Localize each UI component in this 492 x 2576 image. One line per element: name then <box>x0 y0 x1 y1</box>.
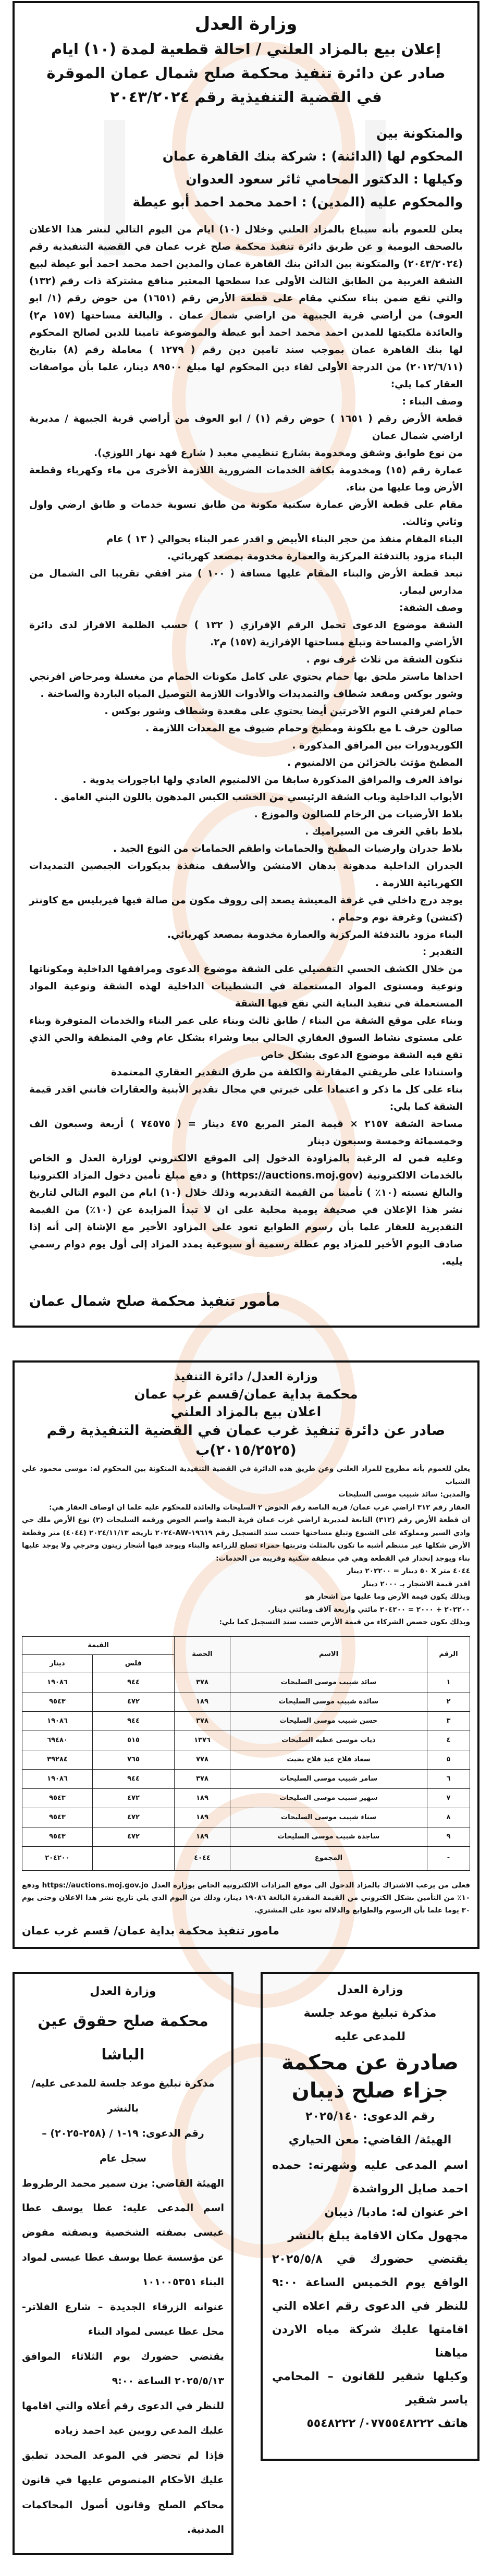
body-paragraph: البناء مزود بالتدفئة المركزية والعمارة مخدومة بمصعد كهربائي. <box>167 929 463 940</box>
notice-title: اعلان بيع بالمزاد العلني <box>170 1404 322 1419</box>
cell-share: ٧٧٨ <box>175 1750 230 1769</box>
body-paragraph: العقار رقم ٣١٢ اراضي غرب عمان/ قرية الباصة رقم الحوض ٢ السليحات والعائدة للمحكوم عليه علما ان اوصاف العقار هي: <box>49 1503 470 1512</box>
body-paragraph: بلاط باقي الغرف من السيراميك . <box>305 826 463 837</box>
cell-number: ٣ <box>427 1711 470 1731</box>
cell-share: ١٨٩ <box>175 1827 230 1846</box>
cell-fils: ٤٧٢ <box>93 1788 175 1808</box>
notice-body <box>272 2154 468 2435</box>
body-paragraph: حمام لغرفتي النوم الآخرتين أيضا يحتوي على مقعدة وشطاف وشور بوكس . <box>104 706 463 717</box>
court-heading: محكمة صلح حقوق عين الباشا <box>38 2011 208 2063</box>
ministry-heading: وزارة العدل <box>337 1983 403 1996</box>
cell-number: ٥ <box>427 1750 470 1769</box>
cell-name: حسن شبيب موسى السليحات <box>230 1711 427 1731</box>
body-paragraph: يقتضي حضورك في ٢٠٢٥/٥/٨ الواقع يوم الخميس الساعة ٩:٠٠ للنظر في الدعوى رقم اعلاه التي اقامتها عليك شركة مياه الاردن مياهنا <box>272 2252 468 2360</box>
cell-dinar: ١٩٠٨٦ <box>22 1711 93 1731</box>
cell-number: ٢ <box>427 1692 470 1711</box>
table-row <box>22 1788 470 1808</box>
body-paragraph: مقام على قطعة الأرض عمارة سكنية مكونة من طابق تسوية خدمات و طابق ارضي واول وثاني وثالث. <box>29 499 463 528</box>
parties <box>29 122 463 214</box>
notice-body <box>22 1463 470 1629</box>
cell-dinar: ٩٥٤٣ <box>22 1808 93 1827</box>
body-paragraph: وبذلك يكون قيمة الأرض وما عليها من اشجار هو <box>305 1592 470 1601</box>
table-row <box>22 1711 470 1731</box>
body-paragraph: من خلال الكشف الحسي التفصيلي على الشقة موضوع الدعوى ومرافقها الداخلية ومكوناتها ونوعية ومستوى المواد المستعملة في التشطيبات الداخلية لهذه الشقة ونوعية المواد المستعملة في تنفيذ البناية التي تقع فيها الشقة <box>29 964 463 1009</box>
notice-title: في القضية التنفيذية رقم ٢٠٤٣/٢٠٢٤ <box>110 88 382 106</box>
body-paragraph: تتكون الشقة من ثلاث غرف نوم . <box>306 654 463 665</box>
issuer-line: صادرة عن محكمة <box>281 2050 459 2075</box>
signature: مامور تنفيذ محكمة بداية عمان/ قسم غرب عمان <box>22 1924 279 1937</box>
party-line: والمتكونة بين <box>376 126 463 141</box>
cell-name: ذياب موسى عطيه السليحات <box>230 1731 427 1750</box>
cell-number: ٦ <box>427 1769 470 1788</box>
cell-dinar: ١٩٠٨٦ <box>22 1769 93 1788</box>
body-paragraph: بلاط جدران وارضيات المطبخ والحمامات واطقم الحمامات من النوع الجيد . <box>113 843 463 854</box>
notice-title: صادر عن دائرة تنفيذ محكمة صلح شمال عمان الموقرة <box>46 64 446 82</box>
cell-fils: ٩٤٤ <box>93 1673 175 1692</box>
table-row <box>22 1731 470 1750</box>
body-paragraph: اقدر قيمة الاشجار بـ ٢٠٠٠ دينار <box>362 1579 470 1588</box>
cell-fils: ٤٧٢ <box>93 1808 175 1827</box>
body-paragraph: فإذا لم تحضر في الموعد المحدد تطبق عليك الأحكام المنصوص عليها في قانون محاكم الصلح وقانون أصول المحاكمات المدنية. <box>22 2449 224 2535</box>
auction-notice-west-amman <box>13 1360 479 1949</box>
memo-heading: مذكرة تبليغ موعد جلسة للمدعى عليه/ <box>31 2077 215 2089</box>
body-paragraph: اسم المدعى عليه وشهرته: حمده احمد صايل الرواشدة <box>272 2158 468 2195</box>
body-paragraph: وصف الشقة: <box>399 603 463 614</box>
body-paragraph: عنوانه الزرقاء الجديدة – شارع الفلاتر- محل عطا عيسى لمواد البناء <box>22 2301 224 2337</box>
cell-dinar: ٢٠٤٢٠٠ <box>22 1846 93 1870</box>
body-paragraph: من نوع طوابق وشقق ومخدومة بشارع تنظيمي معبد ( شارع فهد نهار اللوزي). <box>94 448 463 459</box>
closing-paragraph: فعلى من يرغب الاشتراك بالمزاد الدخول الى موقع المزادات الالكترونية الخاص بوزارة العدل https://auctions.moj.gov.jo ودفع ١٠٪ من التأمين بشكل الكتروني من القيمة المقدرة البالغة ١٩٠٨٦ دينار، وذلك من اليوم الذي يلي تاريخ نشر هذا الاعلان وحتى يوم ٣٠ يوما علما بأن الرسوم والطوابع والدلالة تعود على المشتري. <box>22 1881 470 1915</box>
body-paragraph: واستنادا على طريقتي المقارنة والكلفة من طرق التقدير العقاري المعتمدة <box>111 1067 463 1078</box>
cell-name: سعاد فلاح عبد فلاح بخيت <box>230 1750 427 1769</box>
body-paragraph: والمدين: سائد شبيب موسى السليحات <box>338 1490 470 1499</box>
body-paragraph: هاتف ٠٧٧٥٥٤٨٢٢٢/ ٥٥٤٨٢٢٢ <box>306 2416 468 2430</box>
cell-fils <box>93 1846 175 1870</box>
col-share: الحصة <box>175 1636 230 1673</box>
auction-notice-north-amman <box>13 1 479 1328</box>
table-row <box>22 1750 470 1769</box>
body-paragraph: عمارة رقم (١٥) ومخدومة بكافة الخدمات الضرورية اللازمة الأخرى من ماء وكهرباء وقطعة الأرض وما عليها من بناء. <box>29 465 463 493</box>
table-row <box>22 1692 470 1711</box>
body-paragraph: اخر عنوان له: مادبا/ ذيبان <box>324 2205 468 2219</box>
cell-fils: ٤٧٢ <box>93 1692 175 1711</box>
col-dinar: دينار <box>22 1654 93 1673</box>
cell-dinar: ٩٥٤٣ <box>22 1788 93 1808</box>
table-row <box>22 1827 470 1846</box>
body-paragraph: التقدير : <box>422 947 463 958</box>
cell-number: ٨ <box>427 1808 470 1827</box>
table-row <box>22 1673 470 1692</box>
register: سجل عام <box>100 2152 146 2164</box>
table-total-row <box>22 1846 470 1870</box>
body-paragraph: صالون حرف L مع بلكونة ومطبخ وحمام ضيوف مع المعدات اللازمة . <box>145 723 463 734</box>
party-line: وكيلها : الدكتور المحامي ثائر سعود العدوان <box>186 171 463 187</box>
body-paragraph: قطعة الأرض رقم ( ١٦٥١ ) حوض رقم (١) / ابو العوف من أراضي قرية الجبيهة / مديرية اراضي شمال عمان <box>29 413 463 441</box>
cell-dinar: ٣٩٢٨٤ <box>22 1750 93 1769</box>
body-paragraph: بناء على كل ما ذكر و اعتمادا على خبرتي في مجال تقدير الأبنية والعقارات فانني اقدر قيمة الشقة كما يلي: <box>29 1084 463 1112</box>
ministry-heading: وزارة العدل/ دائرة التنفيذ <box>174 1370 318 1383</box>
body-paragraph: بلاط الأرضيات من الرخام للصالون والموزع . <box>254 809 463 820</box>
memo-heading: مذكرة تبليغ موعد جلسة <box>303 2006 437 2020</box>
body-paragraph: يعلن للعموم بأنه سيباع بالمزاد العلني وخلال (١٠) ايام من اليوم التالي لنشر هذا الاعلان بالصحف اليومية و عن طريق دائرة تنفيذ محكمة صلح غرب عمان في القضية التنفيذية رقم (٢٠٤٣/٢٠٢٤) والمتكونة بين الدائن بنك القاهرة عمان والمدين احمد محمد احمد أبو عيطة لبيع الشقة الغربية من الطابق الثالث الأولى عدا سطحها المعتبر منافع مشتركة ذات رقم (١٣٢) والتي تقع ضمن بناء سكني مقام على قطعة الأرض رقم (١٦٥١) من حوض رقم (١/ ابو العوف) من أراضي قرية الجبيهة من اراضي شمال عمان . والبالغة مساحتها (١٥٧ م٢) والعائدة ملكيتها للمدين احمد محمد احمد أبو عيطة والموضوعة تامينا للدين لصالح المحكوم لها بنك القاهرة عمان بموجب سند تامين دين رقم ( ١٢٧٩ ) معاملة رقم (٨) بتاريخ (٢٠١٢/٦/١١) من الدرجة الأولى لقاء دين المحكوم لها مبلغ ٨٩٥٠٠ دينار، علما بأن مواصفات العقار كما يلي: <box>29 224 463 390</box>
body-paragraph: وصف البناء : <box>402 396 463 407</box>
memo-recipient: للمدعى عليه <box>335 2030 405 2043</box>
judge: الهيئة/ القاضي: معن الحياري <box>288 2133 452 2146</box>
cell-number: ٤ <box>427 1731 470 1750</box>
case-number: رقم الدعوى: ١٩-١ / (٢٥٨-٢٠٢٥) – <box>42 2127 204 2139</box>
body-paragraph: الشقة موضوع الدعوى تحمل الرقم الإفرازي ( ١٣٢ ) حسب الظلمة الافراز لدى دائرة الأراضي والمساحة وتبلغ مساحتها الإفرازية (١٥٧) م٢. <box>29 620 463 648</box>
table-row <box>22 1769 470 1788</box>
body-paragraph: نوافذ الغرف والمرافق المذكورة سابقا من الالمنيوم العادي ولها اباجورات يدوية . <box>82 775 463 786</box>
body-paragraph: وكيلها شقير للقانون – المحامي ياسر شقير <box>272 2370 468 2407</box>
cell-dinar: ٩٥٤٣ <box>22 1692 93 1711</box>
body-paragraph: يوجد درج داخلي في غرفة المعيشة يصعد إلى رووف مكون من صالة فيها فيربليس مع كاونتر (كتشن) وغرفة نوم وحمام . <box>29 895 463 923</box>
bottom-notices-row <box>13 1972 479 2555</box>
body-paragraph: الكوريدورات بين المرافق المذكورة . <box>292 740 463 751</box>
body-paragraph: تبعد قطعة الأرض والبناء المقام عليها مسافة ( ١٠٠ ) متر افقي تقريبا الى الشمال من مدارس ليمار. <box>29 568 463 596</box>
party-line: والمحكوم عليه (المدين) : احمد محمد احمد أبو عيطة <box>132 194 463 210</box>
cell-name: سناء شبيب موسى السليحات <box>230 1808 427 1827</box>
cell-dinar: ٩٥٤٣ <box>22 1827 93 1846</box>
body-paragraph: ٢٠٢٢٠٠ + ٢٠٠٠ = ٢٠٤٢٠٠ مائتي واربعة آلاف ومائتي دينار. <box>267 1605 470 1614</box>
case-number: رقم الدعوى: ٢٠٢٥/١٤٠ <box>305 2109 435 2123</box>
notice-body <box>22 2196 224 2543</box>
cell-share: ١٨٩ <box>175 1808 230 1827</box>
notice-subtitle: صادر عن دائرة تنفيذ غرب عمان في القضية التنفيذية رقم (٢٠١٥/٢٥٢٥)ب <box>46 1422 446 1458</box>
col-fils: فلس <box>93 1654 175 1673</box>
body-paragraph: مساحة الشقة ٢١٥٧ × قيمة المتر المربع ٤٧٥ دينار = ( ٧٤٥٧٥ ) أربعة وسبعون الف وخمسمائة وخمسة وسبعون دينار <box>29 1119 463 1147</box>
cell-share: ١٨٩ <box>175 1692 230 1711</box>
ministry-heading: وزارة العدل <box>90 1984 156 1998</box>
summons-notice-dhiban <box>261 1972 479 2461</box>
cell-number: - <box>427 1846 470 1870</box>
cell-fils: ٥١٥ <box>93 1731 175 1750</box>
body-paragraph: الجدران الداخلية مدهونة بدهان الامنشن والأسقف منفذة بديكورات الجبصين التمديدات الكهربائية اللازمة . <box>29 861 463 889</box>
cell-name: سائد شبيب موسى السليحات <box>230 1673 427 1692</box>
cell-number: ٩ <box>427 1827 470 1846</box>
col-name: الاسم <box>230 1636 427 1673</box>
body-paragraph: وبناء على موقع الشقة من البناء / طابق ثالث وبناء على عمر البناء والخدمات المتوفرة وبناء على مستوى نشاط السوق العقاري الحالي بيعا وشراء بشكل عام وفي المنطقة والحي الذي تقع فيه الشقة موضوع الدعوى بشكل خاص <box>29 1015 463 1061</box>
cell-fils: ٩٤٤ <box>93 1769 175 1788</box>
court-heading: محكمة بداية عمان/قسم غرب عمان <box>134 1387 358 1402</box>
body-paragraph: المطبخ مؤثث بالخزائن من الالمنيوم . <box>287 757 463 768</box>
signature: مأمور تنفيذ محكمة صلح شمال عمان <box>29 1293 280 1309</box>
cell-share: ٣٧٨ <box>175 1673 230 1692</box>
body-paragraph: للنظر في الدعوى رقم أعلاه والتي اقامها عليك المدعي روبين عيد احمد زياده <box>22 2400 224 2436</box>
body-paragraph: وعليه فمن له الرغبة بالمزاودة الدخول إلى الموقع الالكتروني لوزارة العدل و الخاص بالخدمات الالكترونية (https://auctions.moj.gov) و دفع مبلغ تأمين دخول المزاد الكترونيا والبالغ نسبته (١٠٪ ) تأمينا من القيمة التقديريه وذلك خلال (١٠) ايام من اليوم التالي لتاريخ نشر هذا الإعلان في صحيفة يومية محلية على ان لا تبدأ المزايدة عن (١٠٪) من القيمة التقديرية للعقار علما بأن رسوم الطوابع تعود على المزاود الأخير مع الإشاة إلى أنه إذا صادف اليوم الأخير للمزاد يوم عطلة رسمية أو سبوعية يمدد المزاد إلى أول يوم دوام رسمي يليه. <box>29 1153 463 1267</box>
cell-fils: ٧٦٥ <box>93 1750 175 1769</box>
cell-name: سهير شبيب موسى السليحات <box>230 1788 427 1808</box>
cell-fils: ٩٤٤ <box>93 1711 175 1731</box>
body-paragraph: اسم المدعى عليه: عطا يوسف عطا عيسى بصفته الشخصية وبصفته مفوض عن مؤسسة عطا يوسف عطا عيسى لمواد البناء ١٠١٠٠٥٣٥١ <box>22 2202 224 2288</box>
col-value: القيمة <box>22 1636 175 1654</box>
cell-share: ٤٠٤٤ <box>175 1846 230 1870</box>
cell-number: ٧ <box>427 1788 470 1808</box>
cell-name: سامر شبيب موسى السليحات <box>230 1769 427 1788</box>
judge: الهيئة القاضي: يزن سمير محمد الرطروط <box>22 2177 224 2189</box>
body-paragraph: ٤٠٤٤ متر X ٥٠ دينار = ٢٠٢٢٠٠ دينار <box>347 1567 470 1575</box>
summons-notice-ain-basha <box>13 1972 233 2555</box>
body-paragraph: البناء مزود بالتدفئة المركزية والعمارة مخدومة بمصعد كهربائي. <box>167 551 463 562</box>
body-paragraph: مجهول مكان الاقامة يبلغ بالنشر <box>288 2229 468 2242</box>
cell-share: ١٣٧٦ <box>175 1731 230 1750</box>
notice-title: إعلان بيع بالمزاد العلني / احالة قطعية لمدة (١٠) ايام <box>51 40 441 58</box>
body-paragraph: وبذلك يكون حصص الشركاء من قيمة الأرض حسب سند التسجيل كما يلي: <box>219 1618 470 1626</box>
body-paragraph: ان قطعة الأرض رقم (٣١٢) التابعة لمديرية اراضي غرب عمان قرية البصة واسم الحوض ورقمه السليحات (٢) نوع الأرض ملك حي وادي السير ومملوكة على الشيوع وتبلغ مساحتها حسب سند التسجيل رقم ١٩٦١٩-AW-٢٠٢٤ تاريخه ٢٠٢٤/١١/١٣ (٤٠٤٤) متر وقطعة الأرض شكلها غير منتظم أشبه ما تكون بالمثلث وتربتها حمراء تصلح للزراعة والبناء ويوجد فيها أشجار زيتون وحرجي ولا يوجد عليها بناء ويوجد إنحدار في القطعة وهي في منطقة سكنية وقريبة من الخدمات: <box>22 1516 471 1563</box>
cell-number: ١ <box>427 1673 470 1692</box>
col-number: الرقم <box>427 1636 470 1673</box>
body-paragraph: يعلن للعموم بأنه مطروح للمزاد العلني وعن طريق هذه الدائرة في القضية التنفيذية المتكونة بين المحكوم له: موسى محمود علي الشياب <box>22 1465 470 1486</box>
body-paragraph: البناء المقام منفذ من حجر البناء الأبيض و اقدر عمر البناء بحوالي ( ١٣ ) عام <box>106 534 463 545</box>
table-row <box>22 1808 470 1827</box>
body-paragraph: الأبواب الداخلية وباب الشقة الرئيسي من الخشب الكبس المدهون باللون البني الغامق . <box>54 792 463 803</box>
cell-name: سائدة شبيب موسى السليحات <box>230 1692 427 1711</box>
cell-fils: ٤٧٢ <box>93 1827 175 1846</box>
body-paragraph: احداها ماستر ملحق بها حمام يحتوي على كامل مكونات الحمام من مغسلة ومرحاض افرنجي وشور بوكس ومقعد شطاف والتمديدات والأدوات اللازمة التوصيل المياه الباردة والساخنة . <box>29 671 463 700</box>
shares-table <box>22 1636 470 1871</box>
party-line: المحكوم لها (الدائنة) : شركة بنك القاهرة عمان <box>162 149 463 164</box>
cell-share: ١٨٩ <box>175 1788 230 1808</box>
issuer-line: جزاء صلح ذيبان <box>291 2078 449 2103</box>
cell-name: المجموع <box>230 1846 427 1870</box>
body-paragraph: يقتضي حضورك يوم الثلاثاء الموافق ٢٠٢٥/٥/١٣ الساعة ٩:٠٠ <box>22 2350 224 2387</box>
publication-note: بالنشر <box>107 2102 139 2114</box>
cell-dinar: ١٩٠٨٦ <box>22 1673 93 1692</box>
notice-body <box>29 221 463 1270</box>
cell-share: ٣٧٨ <box>175 1711 230 1731</box>
cell-dinar: ٦٩٤٨٠ <box>22 1731 93 1750</box>
cell-share: ٣٧٨ <box>175 1769 230 1788</box>
ministry-heading: وزارة العدل <box>194 14 298 34</box>
cell-name: ساجدة شبيب موسى السليحات <box>230 1827 427 1846</box>
